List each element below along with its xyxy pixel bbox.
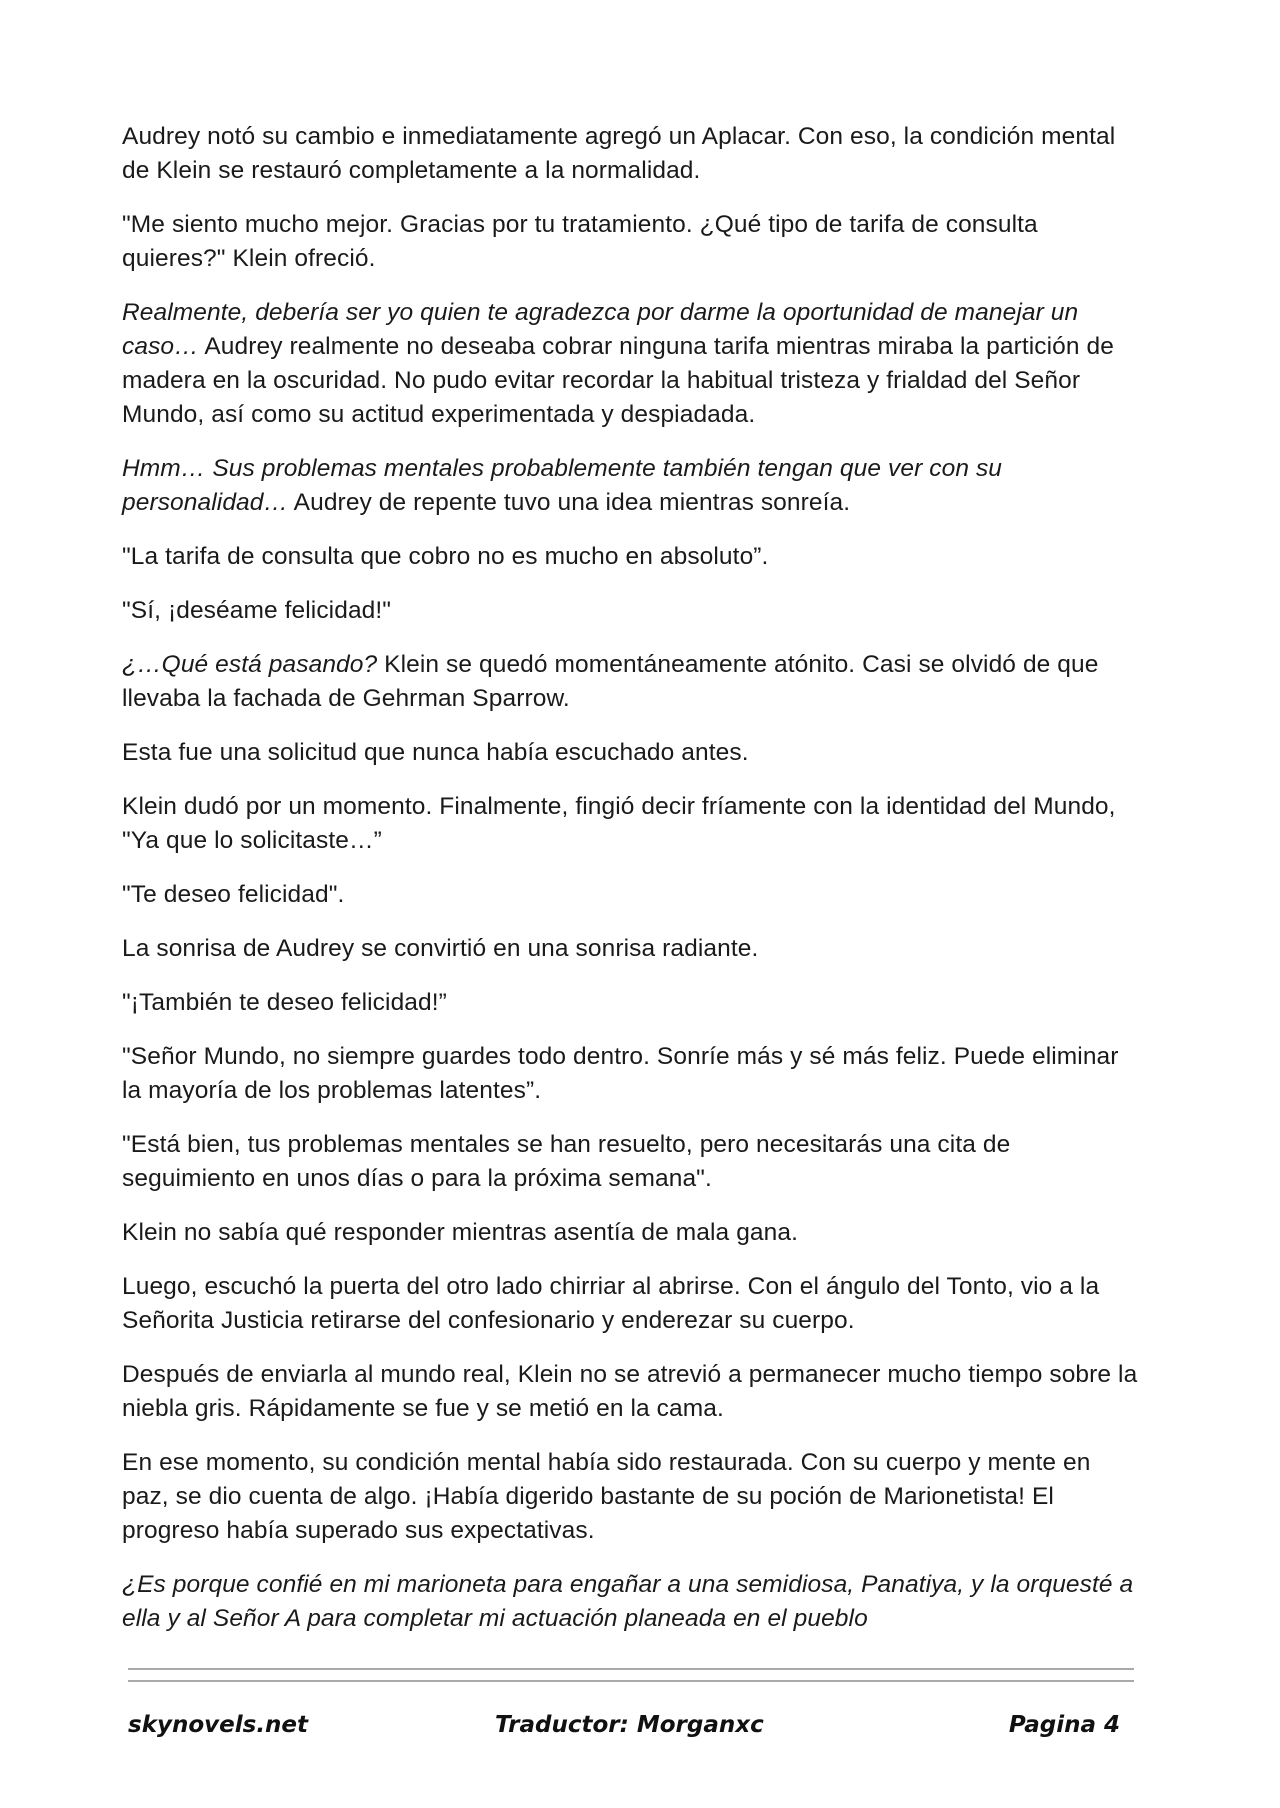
paragraph [122,120,1142,188]
paragraph [122,540,1142,574]
body-text: "La tarifa de consulta que cobro no es mucho en absoluto”. [122,543,769,570]
body-text: "¡También te deseo felicidad!” [122,989,447,1016]
body-text: Después de enviarla al mundo real, Klein no se atrevió a permanecer mucho tiempo sobre la niebla gris. Rápidamente se fue y se metió en la cama. [122,1361,1138,1422]
footer-page-number: Pagina 4 [1008,1712,1120,1738]
paragraph [122,452,1142,520]
paragraph [122,986,1142,1020]
page-body [122,120,1142,1656]
footer-rule-bottom [128,1680,1134,1682]
body-text: Klein no sabía qué responder mientras asentía de mala gana. [122,1219,799,1246]
body-text: "Me siento mucho mejor. Gracias por tu tratamiento. ¿Qué tipo de tarifa de consulta quieres?" Klein ofreció. [122,211,1038,272]
paragraph [122,296,1142,432]
paragraph [122,1216,1142,1250]
footer-site: skynovels.net [128,1712,309,1738]
paragraph [122,736,1142,770]
paragraph [122,648,1142,716]
paragraph [122,208,1142,276]
body-text: Luego, escuchó la puerta del otro lado chirriar al abrirse. Con el ángulo del Tonto, vio a la Señorita Justicia retirarse del confesionario y enderezar su cuerpo. [122,1273,1100,1334]
body-text: La sonrisa de Audrey se convirtió en una sonrisa radiante. [122,935,759,962]
body-text: "Sí, ¡deséame felicidad!" [122,597,392,624]
paragraph [122,1568,1142,1636]
paragraph [122,932,1142,966]
paragraph [122,1128,1142,1196]
body-text: "Señor Mundo, no siempre guardes todo dentro. Sonríe más y sé más feliz. Puede eliminar la mayoría de los problemas latentes”. [122,1043,1119,1104]
paragraph [122,1270,1142,1338]
body-text: Esta fue una solicitud que nunca había escuchado antes. [122,739,749,766]
footer-rule-top [128,1668,1134,1670]
body-text: En ese momento, su condición mental había sido restaurada. Con su cuerpo y mente en paz, se dio cuenta de algo. ¡Había digerido bastante de su poción de Marionetista! El progreso había superado sus expectativas. [122,1449,1091,1544]
paragraph [122,1040,1142,1108]
page-footer [128,1712,1128,1752]
footer-translator: Traductor: Morganxc [495,1712,764,1738]
body-text: Audrey notó su cambio e inmediatamente agregó un Aplacar. Con eso, la condición mental de Klein se restauró completamente a la normalidad. [122,123,1116,184]
italic-text: ¿…Qué está pasando? [122,651,378,678]
body-text: Klein se quedó momentáneamente atónito. Casi se olvidó de que llevaba la fachada de Gehrman Sparrow. [122,651,1099,712]
body-text: "Está bien, tus problemas mentales se han resuelto, pero necesitarás una cita de seguimiento en unos días o para la próxima semana". [122,1131,1011,1192]
paragraph [122,790,1142,858]
paragraph [122,1358,1142,1426]
footer-divider [128,1668,1134,1682]
italic-text: ¿Es porque confié en mi marioneta para engañar a una semidiosa, Panatiya, y la orquesté a ella y al Señor A para completar mi actuación planeada en el pueblo [122,1571,1134,1632]
paragraph [122,594,1142,628]
body-text: Audrey de repente tuvo una idea mientras sonreía. [288,489,851,516]
body-text: "Te deseo felicidad". [122,881,345,908]
italic-text: Realmente, debería ser yo quien te agradezca por darme la oportunidad de manejar un caso… [122,299,1079,360]
paragraph [122,1446,1142,1548]
paragraph [122,878,1142,912]
body-text: Klein dudó por un momento. Finalmente, fingió decir fríamente con la identidad del Mundo, "Ya que lo solicitaste…” [122,793,1116,854]
body-text: Audrey realmente no deseaba cobrar ninguna tarifa mientras miraba la partición de madera en la oscuridad. No pudo evitar recordar la habitual tristeza y frialdad del Señor Mundo, así como su actitud experimentada y despiadada. [122,333,1114,428]
italic-text: Hmm… Sus problemas mentales probablemente también tengan que ver con su personalidad… [122,455,1003,516]
